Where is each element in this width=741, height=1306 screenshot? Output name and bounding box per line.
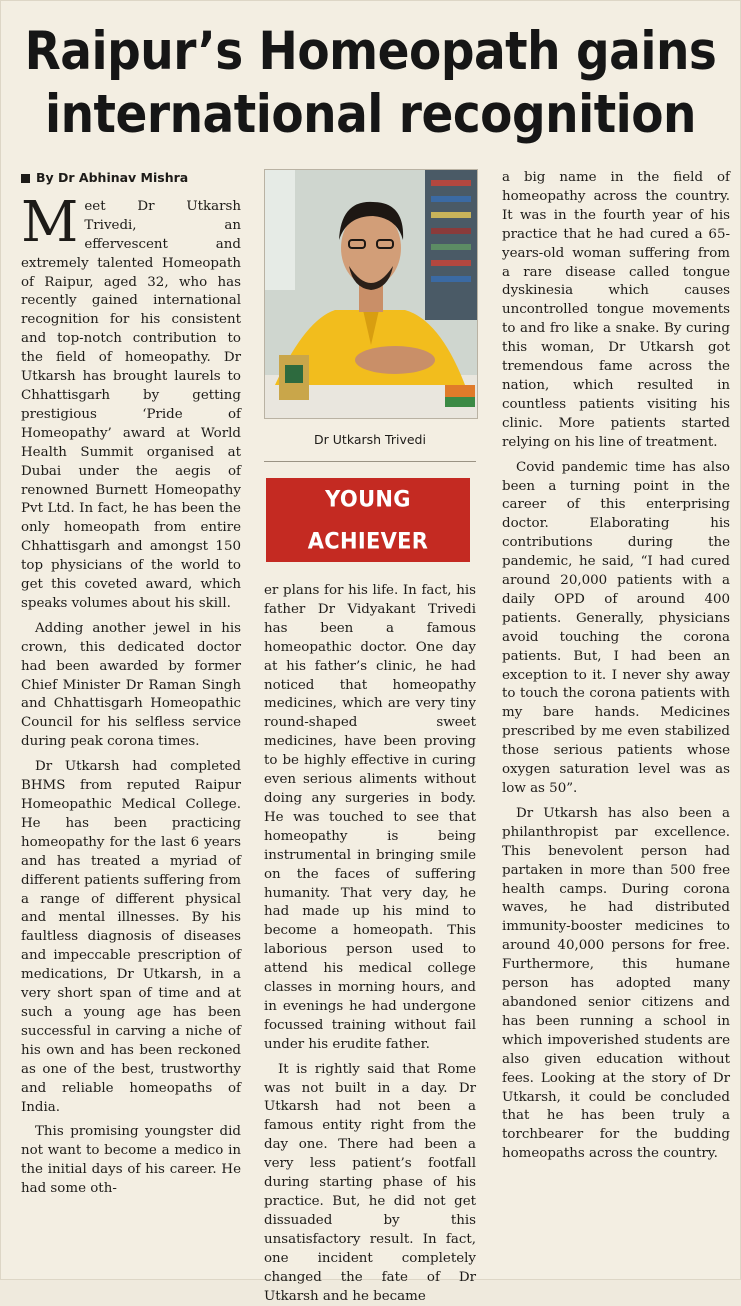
portrait-illustration: [265, 170, 477, 418]
drop-cap: M: [21, 189, 79, 255]
column-2: [264, 169, 476, 1306]
paragraph: er plans for his life. In fact, his father Dr Vidyakant Trivedi has been a famous homeopathic doctor. One day at his father’s clinic, he had noticed that homeopathy medicines, which are very tiny round-shaped sweet medicines, have been proving to be highly effective in curing even serious aliments without doing any surgeries in body. He was touched to see that homeopathy is being instrumental in bringing smile on the faces of suffering humanity. That very day, he had made up his mind to become a homeopath. This laborious person used to attend his medical college classes in morning hours, and in evenings he had undergone focussed training without fail under his erudite father.: [264, 583, 476, 1052]
paragraph: a big name in the field of homeopathy across the country. It was in the fourth year of his practice that he had cured a 65-years-old woman suffering from a rare disease called tongue dyskinesia which causes uncontrolled tongue movements to and fro like a snake. By curing this woman, Dr Utkarsh got tremendous fame across the nation, which resulted in countless patients visiting his clinic. More patients started relying on his line of treatment.: [502, 170, 730, 450]
photo-caption: Dr Utkarsh Trivedi: [314, 432, 426, 447]
headline: [11, 21, 730, 146]
paragraph: Dr Utkarsh had completed BHMS from reputed Raipur Homeopathic Medical College. He has been practicing homeopathy for the last 6 years and has treated a myriad of different patients suffering from a range of different physical and mental illnesses. By his faultless diagnosis of diseases and impeccable prescription of medications, Dr Utkarsh, in a very short span of time and at such a young age has been successful in carving a niche of his own and has been reckoned as one of the best, trustworthy and reliable homeopaths of India.: [21, 759, 241, 1115]
headline-line-1: Raipur’s Homeopath gains: [24, 21, 717, 83]
divider: [264, 461, 476, 462]
byline: [21, 169, 241, 188]
paragraph: This promising youngster did not want to become a medico in the initial days of his career. He had some oth-: [21, 1124, 241, 1197]
paragraph-text: eet Dr Utkarsh Trivedi, an effervescent and extremely talented Homeopath of Raipur, aged 32, who has recently gained international recognition for his consistent and top-notch contribution to the field of homeopathy. Dr Utkarsh has brought laurels to Chhattisgarh by getting prestigious ‘Pride of Homeopathy’ award at World Health Summit organised at Dubai under the aegis of renowned Burnett Homeopathy Pvt Ltd. In fact, he has been the only homeopath from entire Chhattisgarh and amongst 150 top physicians of the world to get this coveted award, which speaks volumes about his skill.: [21, 198, 241, 611]
column-3: [502, 169, 730, 1164]
portrait-photo: [264, 169, 478, 419]
column-1: [21, 169, 241, 1199]
column-2-text: [264, 582, 476, 1306]
headline-line-2: international recognition: [44, 83, 697, 146]
young-achiever-tag: YOUNG ACHIEVER: [266, 478, 470, 562]
byline-square-icon: [21, 174, 30, 183]
paragraph: Dr Utkarsh has also been a philanthropist par excellence. This benevolent person had partaken in more than 500 free health camps. During corona waves, he had distributed immunity-booster medicines to around 40,000 persons for free. Furthermore, this humane person has adopted many abandoned senior citizens and has been running a school in which impoverished students are also given education without fees. Looking at the story of Dr Utkarsh, it could be concluded that he has been truly a torchbearer for the budding homeopaths across the country.: [502, 805, 730, 1162]
paragraph: It is rightly said that Rome was not built in a day. Dr Utkarsh had not been a famous entity right from the day one. There had been a very less patient’s footfall during starting phase of his practice. But, he did not get dissuaded by this unsatisfactory result. In fact, one incident completely changed the fate of Dr Utkarsh and he became: [264, 1061, 476, 1304]
byline-text: By Dr Abhinav Mishra: [36, 170, 189, 185]
paragraph: Adding another jewel in his crown, this dedicated doctor had been awarded by former Chief Minister Dr Raman Singh and Chhattisgarh Homeopathic Council for his selfless service during peak corona times.: [21, 620, 241, 750]
paragraph: Covid pandemic time has also been a turning point in the career of this enterprising doctor. Elaborating his contributions during the pandemic, he said, “I had cured around 20,000 patients with a daily OPD of around 400 patients. Generally, physicians avoid touching the corona patients. But, I had been an exception to it. I never shy away to touch the corona patients with my bare hands. Medicines prescribed by me even stabilized those serious patients whose oxygen saturation level was as low as 50”.: [502, 459, 730, 796]
article-columns: [21, 169, 730, 1304]
paragraph: [21, 189, 241, 614]
